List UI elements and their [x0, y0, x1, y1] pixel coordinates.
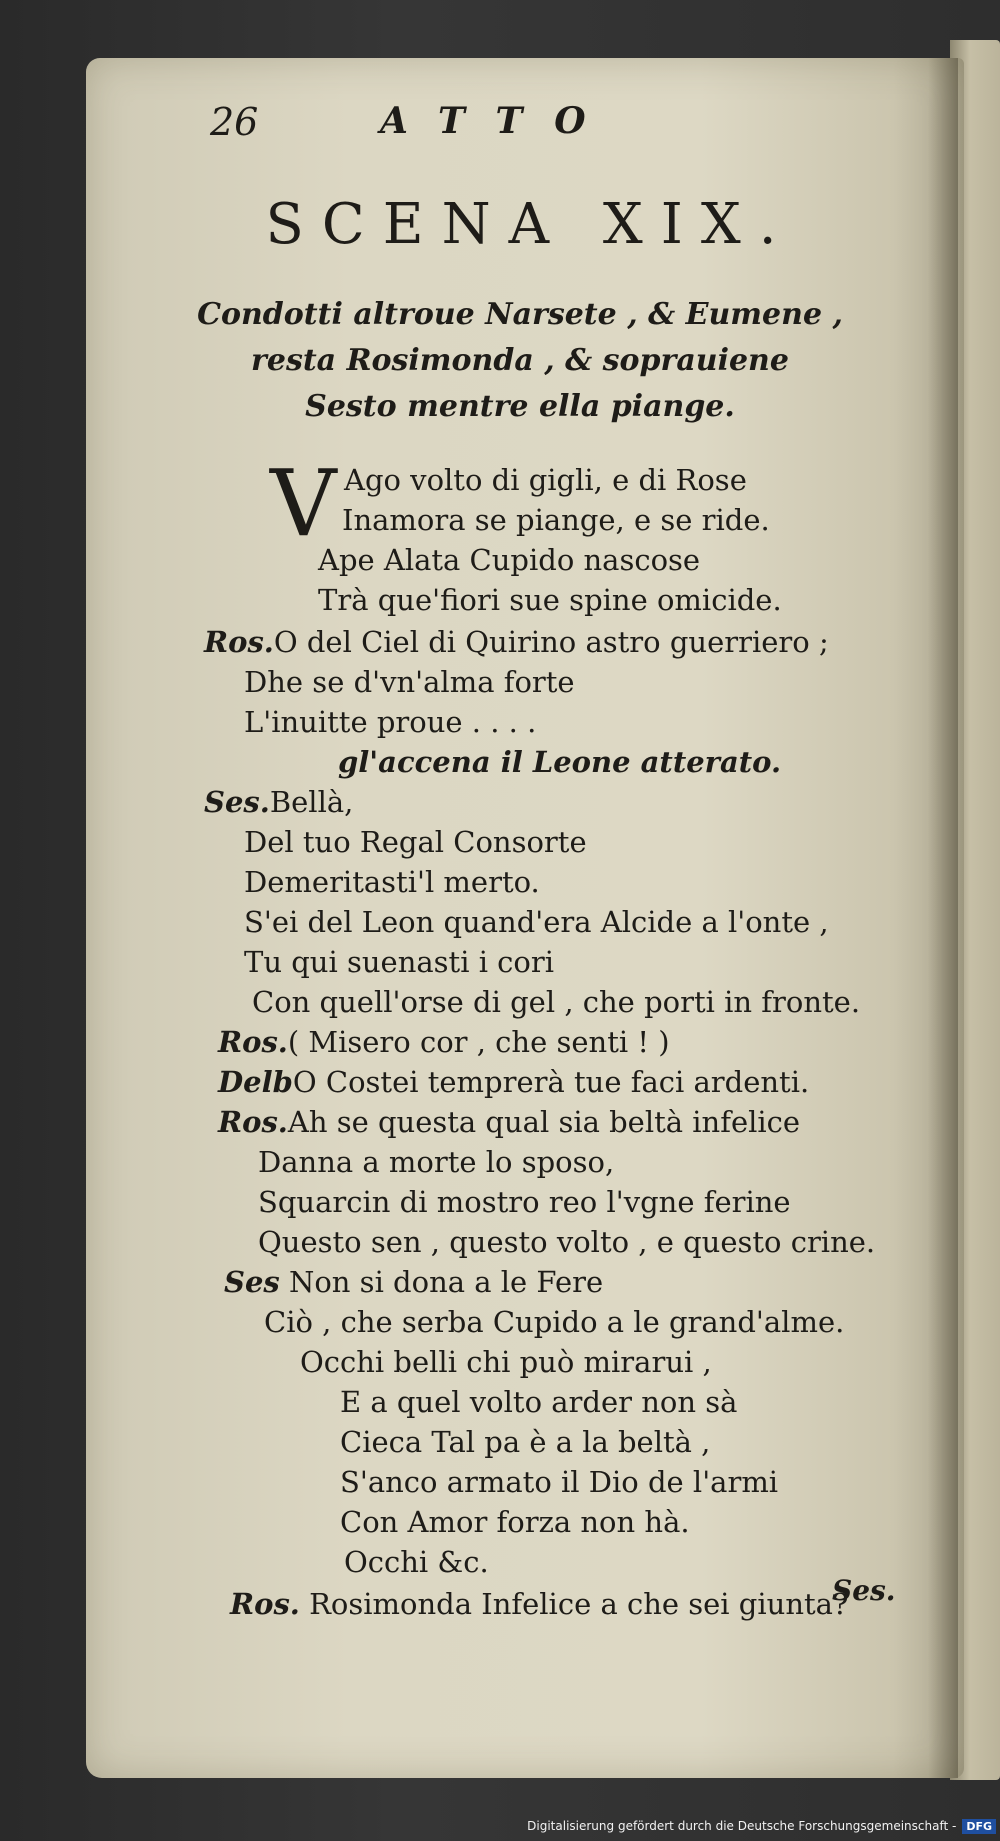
scene-title: SCENA XIX. — [265, 192, 795, 257]
speaker-label: Ros. — [204, 625, 274, 659]
digitization-footer — [527, 1815, 996, 1837]
verse-line: Squarcin di mostro reo l'vgne ferine — [258, 1185, 791, 1219]
verse-line: S'ei del Leon quand'era Alcide a l'onte , — [244, 905, 829, 939]
verse-line: Occhi belli chi può mirarui , — [300, 1345, 712, 1379]
verse-line: Ciò , che serba Cupido a le grand'alme. — [264, 1305, 845, 1339]
speech-line — [230, 1584, 848, 1624]
verse-line-text: Non si dona a le Fere — [288, 1265, 604, 1299]
verse-line: Del tuo Regal Consorte — [244, 825, 587, 859]
verse-line-text: Ah se questa qual sia beltà infelice — [287, 1105, 801, 1139]
verse-line: Questo sen , questo volto , e questo crine. — [258, 1225, 876, 1259]
speech-line — [218, 1022, 670, 1062]
verse-line: Demeritasti'l merto. — [244, 865, 540, 899]
verse-line: Con Amor forza non hà. — [340, 1505, 690, 1539]
verse-line: Occhi &c. — [344, 1545, 489, 1579]
speech-line — [204, 622, 829, 662]
verse-line: Tu qui suenasti i cori — [244, 945, 555, 979]
verse-line-text: O Costei temprerà tue faci ardenti. — [292, 1065, 810, 1099]
running-head-title: ATTO — [380, 100, 618, 142]
verse-line-text: ( Misero cor , che senti ! ) — [287, 1025, 670, 1059]
catchword: Ses. — [832, 1574, 896, 1607]
verse-line-text: Rosimonda Infelice a che sei giunta? — [309, 1587, 849, 1621]
inline-stage-direction: gl'accena il Leone atterato. — [338, 745, 782, 779]
speech-line — [218, 1062, 809, 1102]
verse-line: Con quell'orse di gel , che porti in fronte. — [252, 985, 861, 1019]
verse-line: S'anco armato il Dio de l'armi — [340, 1465, 779, 1499]
speaker-label: Ros. — [218, 1105, 288, 1139]
dfg-logo: DFG — [962, 1819, 996, 1834]
verse-line: Ape Alata Cupido nascose — [318, 543, 701, 577]
verse-line: Danna a morte lo sposo, — [258, 1145, 615, 1179]
verse-line: Trà que'fiori sue spine omicide. — [318, 583, 782, 617]
page-number: 26 — [210, 100, 259, 144]
verse-line-text: O del Ciel di Quirino astro guerriero ; — [273, 625, 829, 659]
stage-direction-line: Condotti altroue Narsete , & Eumene , — [197, 297, 843, 332]
speaker-label: Ros. — [218, 1025, 288, 1059]
speech-line — [204, 782, 353, 822]
speech-line — [224, 1262, 603, 1302]
verse-line: E a quel volto arder non sà — [340, 1385, 738, 1419]
drop-capital: V — [270, 450, 337, 557]
verse-line: L'inuitte proue . . . . — [244, 705, 537, 739]
speaker-label: Ses — [224, 1265, 280, 1299]
speaker-label: Ros. — [230, 1587, 300, 1621]
speech-line — [218, 1102, 800, 1142]
speaker-label: Ses. — [204, 785, 270, 819]
verse-line: Inamora se piange, e se ride. — [342, 503, 770, 537]
stage-direction-line: resta Rosimonda , & soprauiene — [251, 343, 789, 378]
stage-direction-line: Sesto mentre ella piange. — [305, 389, 735, 424]
funding-credit: Digitalisierung gefördert durch die Deutsche Forschungsgemeinschaft - — [527, 1819, 957, 1833]
speaker-label: Delb — [218, 1065, 293, 1099]
verse-line: Cieca Tal pa è a la beltà , — [340, 1425, 711, 1459]
verse-line: Ago volto di gigli, e di Rose — [344, 463, 747, 497]
verse-line-text: Bellà, — [269, 785, 354, 819]
verse-line: Dhe se d'vn'alma forte — [244, 665, 575, 699]
